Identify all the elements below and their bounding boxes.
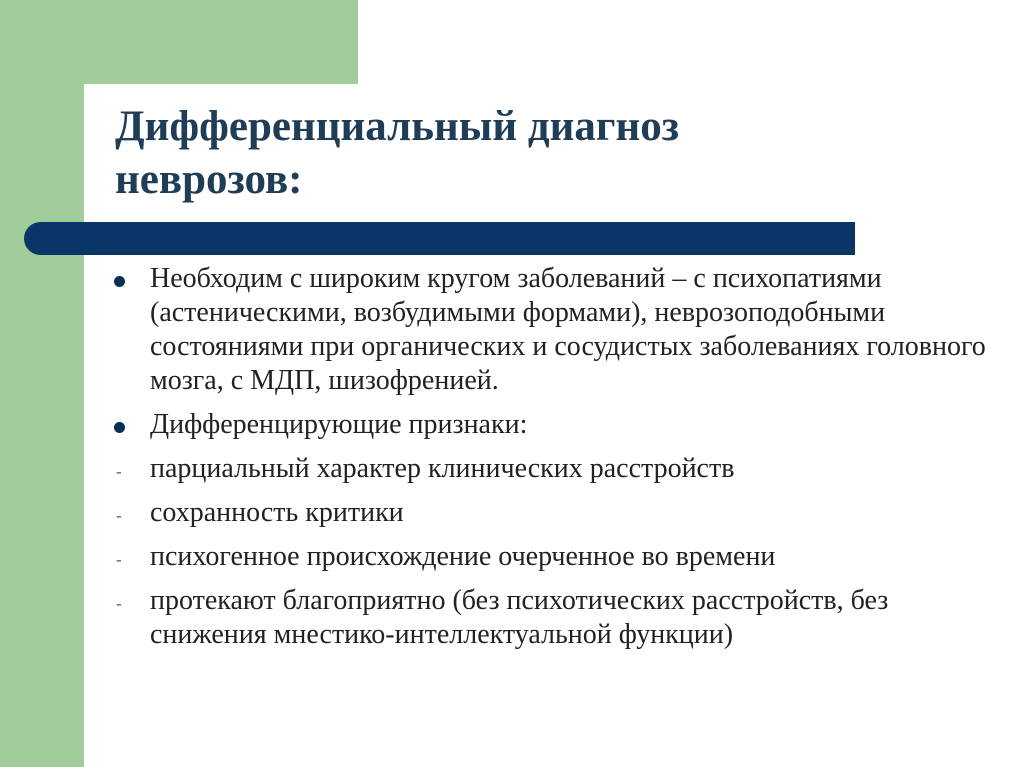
list-item — [110, 496, 990, 530]
list-item — [110, 262, 990, 398]
list-item-text: сохранность критики — [150, 497, 404, 528]
decorative-green-band-left — [0, 0, 84, 767]
dash-icon: - — [116, 550, 122, 569]
list-item-text: Необходим с широким кругом заболеваний – с психопатиями (астеническими, возбудимыми формами), неврозоподобными состояниями при органических и сосудистых заболеваниях головного мозга, с МДП, шизофренией. — [150, 263, 986, 396]
decorative-green-band-top — [0, 0, 358, 84]
bullet-icon — [114, 408, 134, 442]
dash-icon: - — [116, 594, 122, 613]
bullet-list — [110, 262, 990, 662]
bullet-icon — [114, 262, 134, 296]
dash-icon: - — [116, 506, 122, 525]
slide-title: Дифференциальный диагноз неврозов: — [115, 103, 679, 203]
list-item-text: психогенное происхождение очерченное во времени — [150, 541, 776, 572]
list-item — [110, 452, 990, 486]
list-item — [110, 408, 990, 442]
list-item-text: парциальный характер клинических расстройств — [150, 453, 735, 484]
title-underline-bar — [24, 222, 855, 255]
list-item — [110, 540, 990, 574]
list-item — [110, 584, 990, 652]
list-item-text: Дифференцирующие признаки: — [150, 409, 528, 440]
dash-icon: - — [116, 462, 122, 481]
list-item-text: протекают благоприятно (без психотических расстройств, без снижения мнестико-интеллектуальной функции) — [150, 585, 889, 650]
